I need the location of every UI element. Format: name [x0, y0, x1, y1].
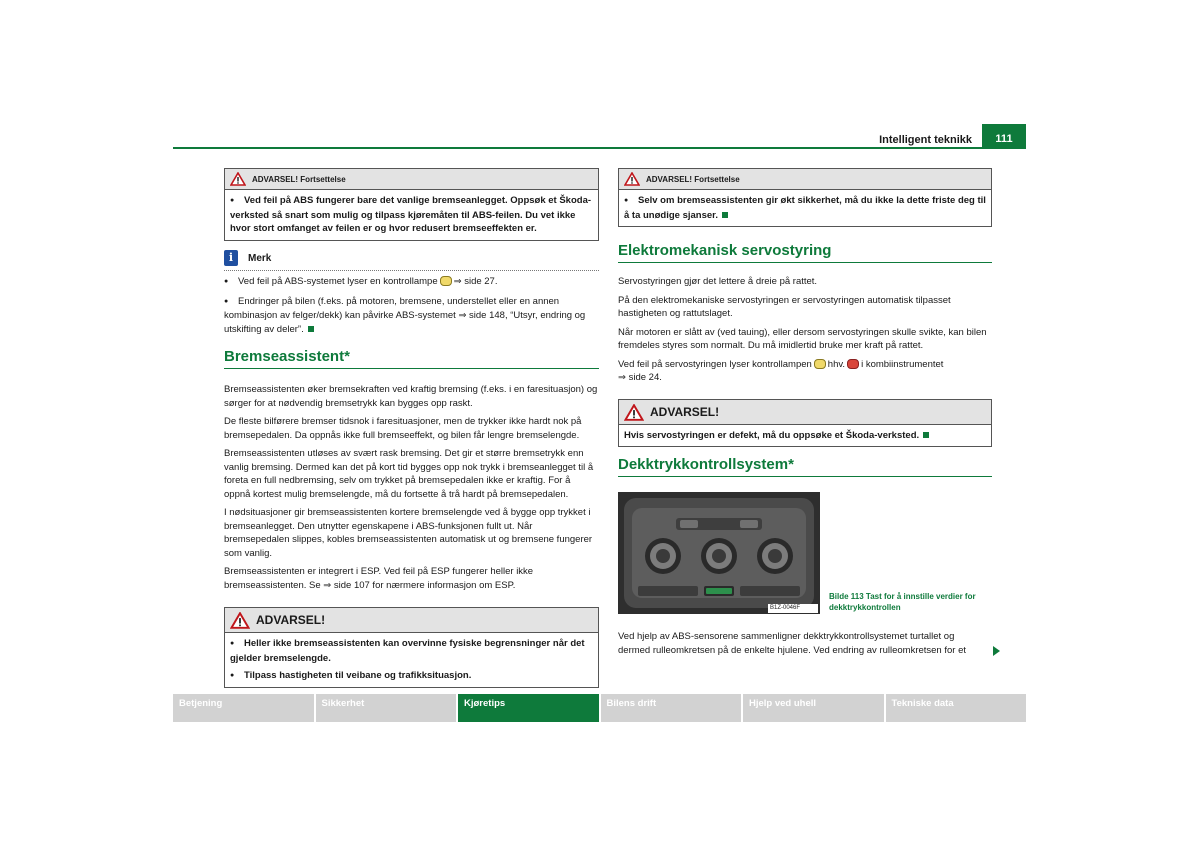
- tab-bilens-drift[interactable]: Bilens drift: [601, 694, 742, 722]
- paragraph: De fleste bilførere bremser tidsnok i faresituasjoner, men de trykker ikke hardt nok på bremsepedalen. Da oppnås ikke full bremseeffekt, og bilen får lengre bremselengde.: [224, 416, 582, 441]
- paragraph: Servostyringen gjør det lettere å dreie på rattet.: [618, 276, 818, 287]
- warning-heading: ADVARSEL! Fortsettelse: [646, 174, 740, 184]
- warning-body-text: Hvis servostyringen er defekt, må du oppsøke et Škoda-verksted.: [624, 430, 920, 441]
- bullet-icon: [224, 295, 238, 310]
- warning-triangle-icon: [624, 404, 644, 421]
- photo-code: B1Z-0046F: [770, 605, 801, 611]
- warning-body: [225, 190, 598, 240]
- warning-bullet-text: Selv om bremseassistenten gir økt sikkerhet, må du ikke la dette friste deg til å ta unødige sjanser.: [624, 195, 986, 221]
- warning-heading: ADVARSEL!: [256, 613, 326, 627]
- header-rule: [173, 147, 1026, 149]
- climate-control-photo: [618, 492, 820, 614]
- bullet-icon: [230, 194, 244, 209]
- warning-continued-box-right: [618, 168, 992, 227]
- page-number: 111: [982, 124, 1026, 148]
- servo-lamp-or: hhv.: [827, 358, 846, 370]
- paragraph: Når motoren er slått av (ved tauing), eller dersom servostyringen skulle svikte, kan bilen fremdeles styres som normalt. Du må imidlertid bruke mer kraft på rattet.: [618, 326, 987, 351]
- tab-kjoretips[interactable]: Kjøretips: [458, 694, 599, 722]
- steering-yellow-lamp-icon: [814, 359, 826, 369]
- tab-betjening[interactable]: Betjening: [173, 694, 314, 722]
- warning-header: [619, 400, 991, 425]
- abs-warning-lamp-icon: [440, 276, 452, 286]
- warning-heading: ADVARSEL!: [650, 405, 720, 419]
- servo-page-ref[interactable]: ⇒ side 24.: [618, 372, 662, 383]
- note-title: Merk: [248, 252, 272, 264]
- warning-triangle-icon: [230, 172, 246, 186]
- note-item-2-text: Endringer på bilen (f.eks. på motoren, bremsene, understellet eller en annen kombinasjon av felger/dekk) kan påvirke ABS-systemet ⇒ side 148, “Utsyr, endring og utskifting av deler”.: [224, 295, 586, 335]
- bullet-icon: [230, 637, 244, 652]
- warning-header: [619, 169, 991, 190]
- control-panel-illustration: [618, 492, 820, 614]
- figure-caption: Bilde 113 Tast for å innstille verdier for dekktrykkontrollen: [829, 592, 976, 612]
- dekktrykk-heading-wrap: [618, 456, 992, 477]
- tab-sikkerhet[interactable]: Sikkerhet: [316, 694, 457, 722]
- warning-bullet-text: Heller ikke bremseassistenten kan overvinne fysiske begrensninger når det gjelder bremselengde.: [230, 638, 585, 664]
- paragraph: Bremseassistenten utløses av svært rask bremsing. Det gir et større bremsetrykk enn vanlig bremsing. Dermed kan det på kort tid bygges opp nok trykk i bremseanlegget til å foreta en full nedbremsing, selv om trykket på bremsepedalen ikke er kraftig. For å oppnå kortest mulig bremselengde, må du fortsette å trå hardt på bremsepedalen.: [224, 448, 594, 500]
- warning-triangle-icon: [624, 172, 640, 186]
- continue-arrow-icon: [993, 646, 1000, 656]
- warning-bullet-text: Tilpass hastigheten til veibane og trafikksituasjon.: [244, 670, 472, 681]
- paragraph: Bremseassistenten øker bremsekraften ved kraftig bremsing (f.eks. i en faresituasjon) og sørger for at nødvendig bremsetrykk kan bygges opp raskt.: [224, 384, 598, 409]
- warning-continued-box-left: [224, 168, 599, 241]
- warning-body: [225, 633, 598, 687]
- bremseassistent-section: [224, 348, 599, 597]
- section-heading: Elektromekanisk servostyring: [618, 242, 992, 263]
- servostyring-section: [618, 242, 992, 390]
- warning-header: [225, 608, 598, 633]
- info-icon: i: [224, 250, 238, 266]
- chapter-tabs: [173, 694, 1026, 722]
- note-block: [224, 250, 599, 341]
- paragraph: Bremseassistenten er integrert i ESP. Ved feil på ESP fungerer heller ikke bremseassistenten. Se ⇒ side 107 for nærmere informasjon om ESP.: [224, 566, 534, 591]
- tab-hjelp-ved-uhell[interactable]: Hjelp ved uhell: [743, 694, 884, 722]
- warning-body: [619, 425, 991, 446]
- warning-heading: ADVARSEL! Fortsettelse: [252, 174, 346, 184]
- warning-box-left: [224, 607, 599, 688]
- servo-lamp-text-2: i kombiinstrumentet: [861, 358, 944, 370]
- running-section-title: Intelligent teknikk: [879, 134, 972, 146]
- servo-lamp-text: Ved feil på servostyringen lyser kontrollampen: [618, 358, 812, 370]
- warning-bullet-text: Ved feil på ABS fungerer bare det vanlige bremseanlegget. Oppsøk et Škoda-verksted så snart som mulig og tilpass kjøremåten til ABS-feilen. Du vet ikke hvor stort omfanget av feilen er og hvor redusert bremseeffekten er.: [230, 195, 592, 234]
- note-item-1-text: Ved feil på ABS-systemet lyser en kontrollampe: [238, 276, 438, 287]
- dekktrykk-paragraph: Ved hjelp av ABS-sensorene sammenligner dekktrykkontrollsystemet turtallet og dermed rulleomkretsen på de enkelte hjulene. Ved endring av rulleomkretsen for et: [618, 631, 967, 656]
- end-square-icon: [308, 326, 314, 332]
- warning-body: [619, 190, 991, 226]
- warning-header: [225, 169, 598, 190]
- bullet-icon: [624, 194, 638, 209]
- bullet-icon: [224, 275, 238, 290]
- steering-red-lamp-icon: [847, 359, 859, 369]
- tab-tekniske-data[interactable]: Tekniske data: [886, 694, 1027, 722]
- section-heading: Dekktrykkontrollsystem*: [618, 456, 992, 477]
- end-square-icon: [722, 212, 728, 218]
- paragraph: [618, 358, 992, 385]
- bullet-icon: [230, 669, 244, 684]
- note-item-1-ref[interactable]: ⇒ side 27.: [453, 276, 498, 287]
- end-square-icon: [923, 432, 929, 438]
- paragraph: I nødsituasjoner gir bremseassistenten kortere bremselengde ved å bygge opp trykket i bremseanlegget. Den utnytter egenskapene i ABS-funksjonen fullt ut. Når bremsepedalen slippes, kobles bremseassistenten automatisk ut og bremsene fungerer som vanlig.: [224, 507, 593, 559]
- warning-triangle-icon: [230, 612, 250, 629]
- section-heading: Bremseassistent*: [224, 348, 599, 369]
- paragraph: På den elektromekaniske servostyringen er servostyringen automatisk tilpasset hastigheten og rattutslaget.: [618, 294, 951, 319]
- warning-box-right: [618, 399, 992, 447]
